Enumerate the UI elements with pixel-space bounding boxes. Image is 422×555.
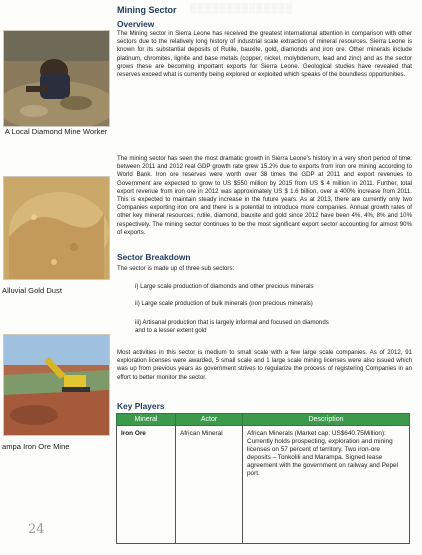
diamond-mine-worker-photo <box>3 30 110 127</box>
sector-breakdown-heading: Sector Breakdown <box>117 252 191 262</box>
overview-heading: Overview <box>117 19 155 29</box>
column-header-description: Description <box>243 414 410 426</box>
key-players-table <box>116 413 410 544</box>
subsector-item-2: ii) Large scale production of bulk minerals (non precious minerals) <box>135 300 313 307</box>
handwritten-page-number: 24 <box>28 522 45 537</box>
photo-sidebar <box>0 0 110 555</box>
photo-caption-iron: ampa Iron Ore Mine <box>2 442 70 451</box>
sector-breakdown-intro: The sector is made up of three sub sectors: <box>117 265 235 272</box>
photo-caption-gold: Alluvial Gold Dust <box>2 286 62 295</box>
cell-description: African Minerals (Market cap: US$640.75Million): Currently holds prospecting, exploration and mining licenses on 57 percent of territory. Two iron-ore deposits – Tonkolili and Marampa. Signed lease agreement with the government on railway and Pepel port. <box>243 426 410 544</box>
sector-breakdown-paragraph: Most activities in this sector is medium to small scale with a few large scale companies. As of 2012, 91 exploration licenses were awarded, 5 small scale and 1 large scale mining licenses were also issued which was up from previous years as government strives to regularize the process of registering Companies in an effort to better monitor the sector. <box>117 349 412 381</box>
table-row <box>117 426 410 544</box>
overview-paragraph-2: The mining sector has seen the most dramatic growth in Sierra Leone's history in a very short period of time: between 2011 and 2012 real GDP growth rate grew 15.2% due to exports from iron ore mining according to World Bank. Iron ore reserves were worth over 38 times the GDP at 2011 and export revenues to Government are expected to grow to US $550 million by 2015 from US $ 4 million in 2011. Further, total export revenue from iron ore in 2012 was approximately US $ 1.6 billion, over a 400% increase from 2011. This is expected to maintain steady increase in the future years. As at 2013, there are currently only two Companies exporting iron ore and there is a potential to introduce more companies. Annual growth rates of other key mineral resources; rutile, diamond, bauxite and gold since 2012 have been 4%, 4%, 8% and 10% respectively. The mining sector continues to be the most significant export sector accounting for almost 90% of exports. <box>117 155 412 236</box>
column-header-mineral: Mineral <box>117 414 176 426</box>
gold-dust-photo <box>3 176 110 280</box>
table-header-row <box>117 414 410 426</box>
photo-caption-diamond: A Local Diamond Mine Worker <box>4 127 108 136</box>
overview-paragraph-1: The Mining sector in Sierra Leone has received the greatest international attention in comparison with other sectors due to the relatively long history of industrial scale extraction of mineral resources. Sierra Leone is known for its substantial deposits of Rutile, bauxite, gold, diamonds and iron ore. Other minerals include platinum, chromites, lignite and base metals (copper, nickel, molybdenum, lead and zinc) and as the sector grows these are becoming important exports for Sierra Leone. Geological studies have revealed that reserves exceed what is currently being explored or exploited which speaks of the boundless opportunities. <box>117 30 412 79</box>
column-header-actor: Actor <box>176 414 243 426</box>
faded-bleed-text: ▒▒▒▒▒▒▒▒▒▒▒▒▒▒ <box>190 3 294 13</box>
cell-mineral: Iron Ore <box>117 426 176 544</box>
cell-actor: African Mineral <box>176 426 243 544</box>
iron-ore-mine-photo <box>3 334 110 436</box>
subsector-item-3: iii) Artisanal production that is largely informal and focused on diamonds and to a lesser extent gold <box>135 319 329 335</box>
subsector-item-1: i) Large scale production of diamonds and other precious minerals <box>135 283 314 290</box>
key-players-heading: Key Players <box>117 401 165 411</box>
section-title: Mining Sector <box>117 5 177 15</box>
